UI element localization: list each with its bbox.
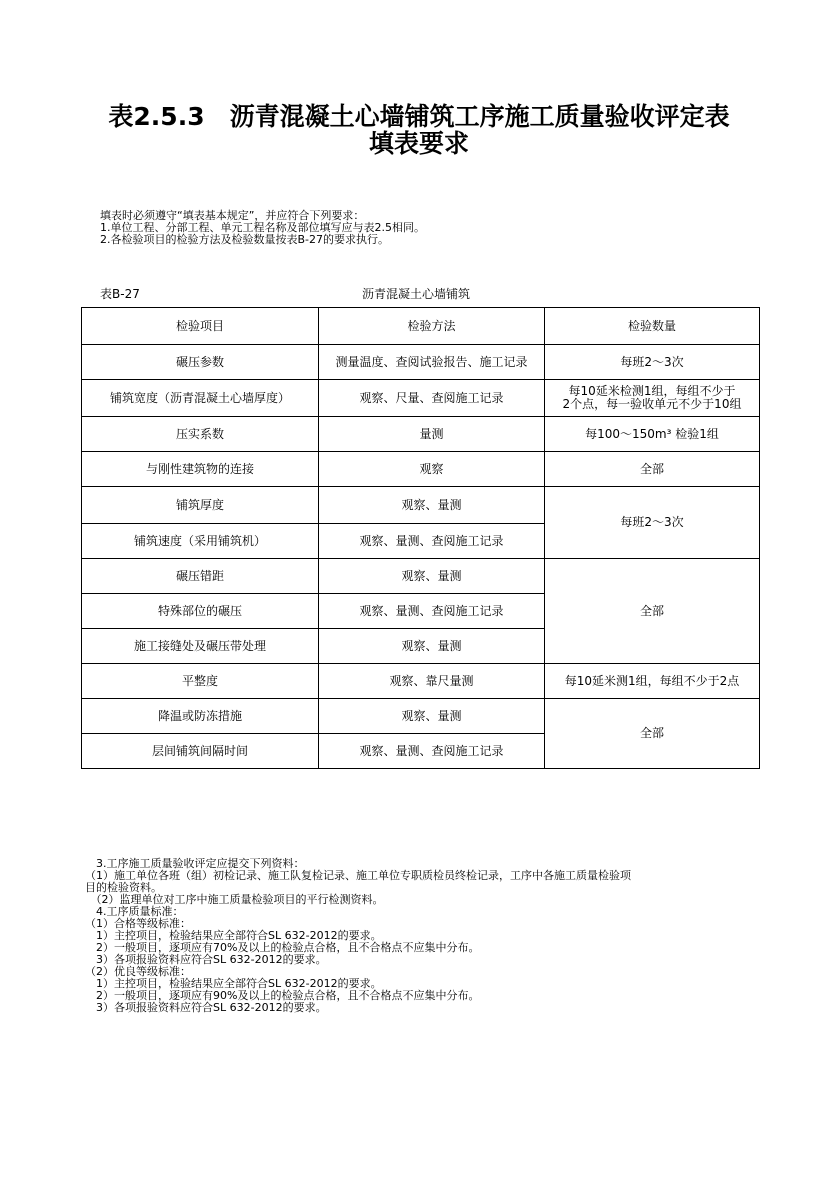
note-line: 3）各项报验资料应符合SL 632-2012的要求。	[85, 953, 327, 966]
cell-quantity	[545, 380, 760, 417]
cell-item: 与刚性建筑物的连接	[82, 452, 319, 487]
cell-quantity: 每10延米测1组，每组不少于2点	[545, 664, 760, 699]
cell-method: 观察、量测	[319, 699, 545, 734]
inspection-table	[81, 307, 760, 769]
table-row	[82, 452, 760, 487]
cell-item: 施工接缝处及碾压带处理	[82, 629, 319, 664]
cell-item: 铺筑速度（采用铺筑机）	[82, 524, 319, 559]
intro-text	[100, 210, 425, 246]
cell-method: 观察、量测、查阅施工记录	[319, 734, 545, 769]
header-item: 检验项目	[82, 308, 319, 345]
table-row	[82, 559, 760, 594]
page-title: 表2.5.3 沥青混凝土心墙铺筑工序施工质量验收评定表	[108, 102, 730, 131]
cell-method: 观察、量测	[319, 559, 545, 594]
header-method: 检验方法	[319, 308, 545, 345]
cell-quantity-line: 2个点，每一验收单元不少于10组	[562, 397, 742, 411]
cell-method: 观察、量测、查阅施工记录	[319, 594, 545, 629]
cell-method: 量测	[319, 417, 545, 452]
note-line: 2）一般项目，逐项应有70%及以上的检验点合格，且不合格点不应集中分布。	[85, 941, 480, 954]
cell-quantity: 全部	[545, 559, 760, 664]
cell-method: 观察	[319, 452, 545, 487]
intro-line: 1.单位工程、分部工程、单元工程名称及部位填写应与表2.5相同。	[100, 221, 425, 234]
cell-item: 碾压错距	[82, 559, 319, 594]
cell-quantity: 全部	[545, 699, 760, 769]
cell-item: 层间铺筑间隔时间	[82, 734, 319, 769]
cell-quantity-line: 每10延米检测1组，每组不少于	[568, 384, 736, 398]
cell-item: 平整度	[82, 664, 319, 699]
cell-item: 碾压参数	[82, 345, 319, 380]
table-name: 沥青混凝土心墙铺筑	[362, 287, 471, 301]
cell-method: 测量温度、查阅试验报告、施工记录	[319, 345, 545, 380]
page-subtitle: 填表要求	[368, 129, 469, 158]
intro-line: 填表时必须遵守“填表基本规定”，并应符合下列要求：	[100, 209, 365, 222]
note-line: 2）一般项目，逐项应有90%及以上的检验点合格，且不合格点不应集中分布。	[85, 989, 480, 1002]
header-quantity: 检验数量	[545, 308, 760, 345]
note-line: 1）主控项目，检验结果应全部符合SL 632-2012的要求。	[85, 977, 382, 990]
note-line: （1）施工单位各班（组）初检记录、施工队复检记录、施工单位专职质检员终检记录，工序中各施工质量检验项	[85, 869, 631, 882]
note-line: 3.工序施工质量验收评定应提交下列资料：	[85, 857, 305, 870]
cell-quantity: 每班2～3次	[545, 487, 760, 559]
note-line: 1）主控项目，检验结果应全部符合SL 632-2012的要求。	[85, 929, 382, 942]
table-row	[82, 664, 760, 699]
table-header-row	[82, 308, 760, 345]
table-row	[82, 345, 760, 380]
cell-method: 观察、量测	[319, 629, 545, 664]
cell-quantity: 全部	[545, 452, 760, 487]
table-row	[82, 417, 760, 452]
cell-item: 压实系数	[82, 417, 319, 452]
cell-quantity: 每班2～3次	[545, 345, 760, 380]
cell-method: 观察、尺量、查阅施工记录	[319, 380, 545, 417]
cell-method: 观察、量测	[319, 487, 545, 524]
table-row	[82, 699, 760, 734]
cell-method: 观察、量测、查阅施工记录	[319, 524, 545, 559]
cell-quantity: 每100～150m³ 检验1组	[545, 417, 760, 452]
table-row	[82, 380, 760, 417]
cell-item: 铺筑宽度（沥青混凝土心墙厚度）	[82, 380, 319, 417]
intro-line: 2.各检验项目的检验方法及检验数量按表B-27的要求执行。	[100, 233, 390, 246]
cell-item: 特殊部位的碾压	[82, 594, 319, 629]
note-line: （1）合格等级标准：	[85, 917, 191, 930]
note-line: 3）各项报验资料应符合SL 632-2012的要求。	[85, 1001, 327, 1014]
notes-section	[85, 858, 631, 1014]
table-code: 表B-27	[100, 287, 140, 301]
cell-item: 降温或防冻措施	[82, 699, 319, 734]
cell-item: 铺筑厚度	[82, 487, 319, 524]
note-line: 目的检验资料。	[85, 881, 162, 894]
note-line: 4.工序质量标准：	[85, 905, 184, 918]
cell-method: 观察、靠尺量测	[319, 664, 545, 699]
note-line: （2）监理单位对工序中施工质量检验项目的平行检测资料。	[85, 893, 384, 906]
table-row	[82, 487, 760, 524]
note-line: （2）优良等级标准：	[85, 965, 191, 978]
